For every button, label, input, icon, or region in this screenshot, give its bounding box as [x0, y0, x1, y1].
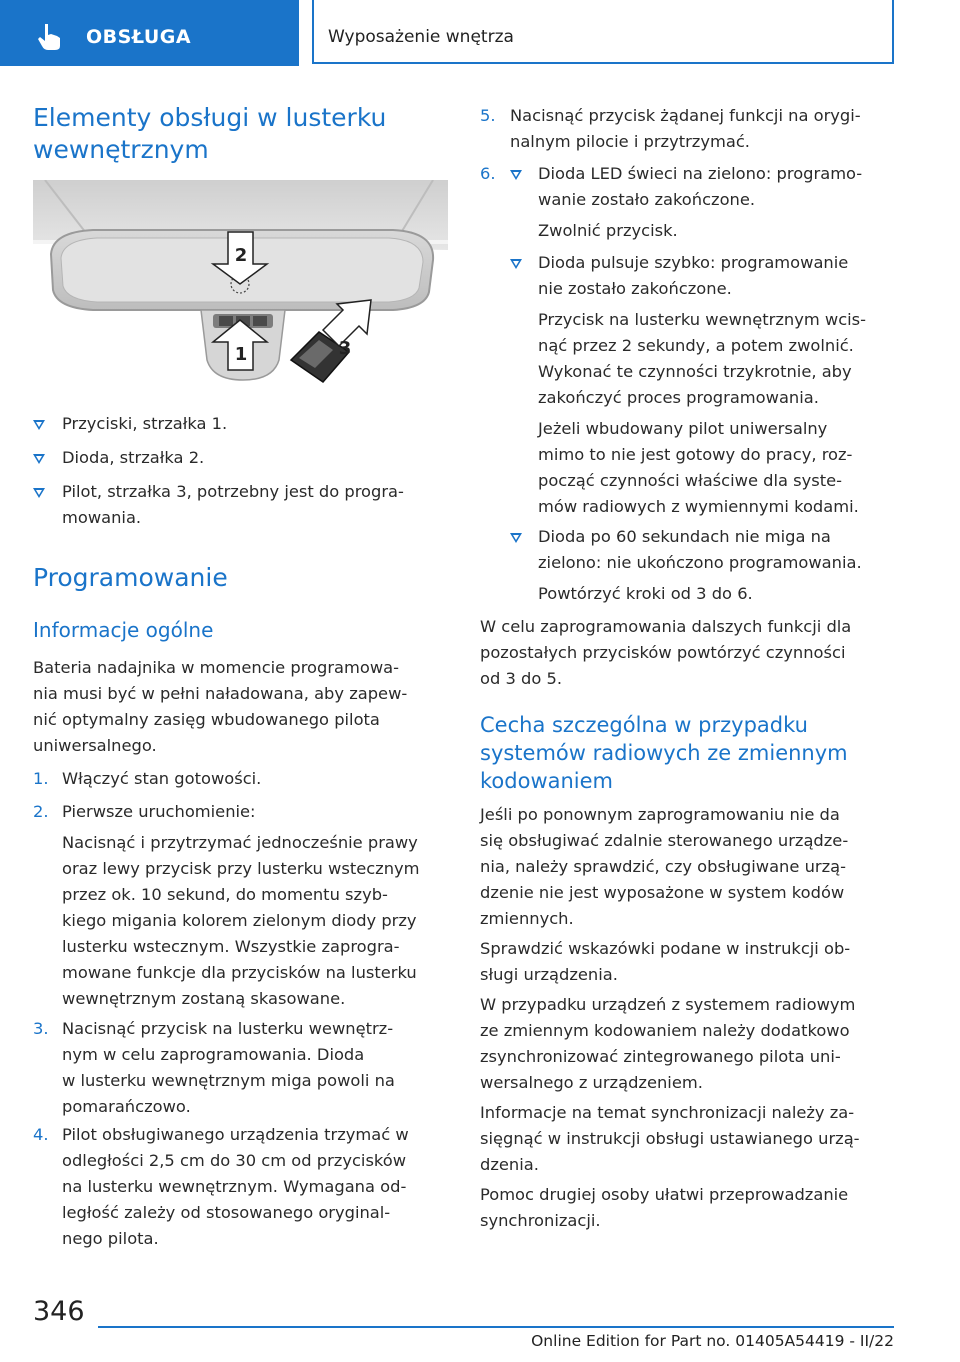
special-text: zmiennych. [480, 909, 574, 928]
sub-fast-blink: nie zostało zakończone. [538, 279, 732, 298]
sub-fast-blink-text-2: począć czynności właściwe dla syste- [538, 471, 843, 490]
general-text-line: uniwersalnego. [33, 736, 157, 755]
special-text: Jeśli po ponownym zaprogramowaniu nie da [480, 805, 840, 824]
special-text: dzenie nie jest wyposażone w system kodów [480, 883, 845, 902]
step-4-text: na lusterku wewnętrznym. Wymagana od- [62, 1177, 407, 1196]
special-title: systemów radiowych ze zmiennym [480, 741, 848, 765]
sync-info-text: sięgnąć w instrukcji obsługi ustawianego urzą- [480, 1129, 860, 1148]
rolling-code-text: W przypadku urządzeń z systemem radiowym [480, 995, 856, 1014]
rolling-code-text: ze zmiennym kodowaniem należy dodatkowo [480, 1021, 850, 1040]
title-controls-line-1: Elementy obsługi w lusterku [33, 103, 387, 132]
sub-fast-blink-text: nąć przez 2 sekundy, a potem zwolnić. [538, 336, 854, 355]
chapter-title: Wyposażenie wnętrza [328, 27, 514, 47]
sub-fast-blink-text: Przycisk na lusterku wewnętrznym wcis- [538, 310, 867, 329]
step-3-text: Nacisnąć przycisk na lusterku wewnętrz- [62, 1019, 394, 1038]
special-text: się obsługiwać zdalnie sterowanego urządze- [480, 831, 849, 850]
bullet-icon [510, 533, 522, 543]
step-2-text: Pierwsze uruchomienie: [62, 802, 256, 821]
programming-title: Programowanie [33, 563, 228, 592]
step-2-detail: mowane funkcje dla przycisków na lusterku [62, 963, 417, 982]
bullet-icon [510, 259, 522, 269]
step-number: 5. [480, 106, 496, 125]
check-instructions-text: Sprawdzić wskazówki podane w instrukcji ob- [480, 939, 851, 958]
step-number: 3. [33, 1019, 49, 1038]
bullet-remote-line-1: Pilot, strzałka 3, potrzebny jest do progra- [62, 482, 404, 501]
step-2-detail: oraz lewy przycisk przy lusterku wstecznym [62, 859, 420, 878]
general-info-title: Informacje ogólne [33, 618, 214, 642]
special-text: nia, należy sprawdzić, czy obsługiwane urzą- [480, 857, 846, 876]
sync-info-text: dzenia. [480, 1155, 539, 1174]
special-title: Cecha szczególna w przypadku [480, 713, 808, 737]
further-text: pozostałych przycisków powtórzyć czynności [480, 643, 846, 662]
sub-no-blink-text: Powtórzyć kroki od 3 do 6. [538, 584, 753, 603]
bullet-icon [33, 488, 45, 498]
bullet-icon [510, 170, 522, 180]
check-instructions-text: sługi urządzenia. [480, 965, 618, 984]
step-2-detail: wewnętrznym zostaną skasowane. [62, 989, 346, 1008]
step-2-detail: kiego migania kolorem zielonym diody przy [62, 911, 417, 930]
bullet-remote-line-2: mowania. [62, 508, 142, 527]
bullet-buttons: Przyciski, strzałka 1. [62, 414, 228, 433]
page-number: 346 [33, 1296, 85, 1327]
arrow-label-2: 2 [234, 245, 248, 266]
sub-fast-blink: Dioda pulsuje szybko: programowanie [538, 253, 849, 272]
further-text: od 3 do 5. [480, 669, 563, 688]
step-number: 2. [33, 802, 49, 821]
step-2-detail: przez ok. 10 sekund, do momentu szyb- [62, 885, 388, 904]
step-2-detail: lusterku wstecznym. Wszystkie zaprogra- [62, 937, 400, 956]
sub-fast-blink-text-2: mimo to nie jest gotowy do pracy, roz- [538, 445, 853, 464]
step-2-detail: Nacisnąć i przytrzymać jednocześnie prawy [62, 833, 418, 852]
sub-fast-blink-text: Wykonać te czynności trzykrotnie, aby [538, 362, 852, 381]
bullet-diode: Dioda, strzałka 2. [62, 448, 205, 467]
step-3-text: w lusterku wewnętrznym miga powoli na [62, 1071, 395, 1090]
sub-no-blink: zielono: nie ukończono programowania. [538, 553, 862, 572]
step-number: 1. [33, 769, 49, 788]
step-4-text: nego pilota. [62, 1229, 159, 1248]
further-text: W celu zaprogramowania dalszych funkcji dla [480, 617, 852, 636]
step-number: 4. [33, 1125, 49, 1144]
step-4-text: ległość zależy od stosowanego oryginal- [62, 1203, 391, 1222]
step-3-text: pomarańczowo. [62, 1097, 191, 1116]
rolling-code-text: wersalnego z urządzeniem. [480, 1073, 703, 1092]
title-controls-line-2: wewnętrznym [33, 135, 209, 164]
helper-text: synchronizacji. [480, 1211, 601, 1230]
sub-fast-blink-text: zakończyć proces programowania. [538, 388, 819, 407]
chapter-box [312, 0, 894, 64]
bullet-icon [33, 454, 45, 464]
helper-text: Pomoc drugiej osoby ułatwi przeprowadzanie [480, 1185, 849, 1204]
sub-fast-blink-text-2: Jeżeli wbudowany pilot uniwersalny [538, 419, 828, 438]
sync-info-text: Informacje na temat synchronizacji należy za- [480, 1103, 855, 1122]
special-title: kodowaniem [480, 769, 614, 793]
step-5-text: Nacisnąć przycisk żądanej funkcji na orygi- [510, 106, 861, 125]
step-6-text: wanie zostało zakończone. [538, 190, 756, 209]
mirror-illustration [33, 180, 448, 395]
section-tab [0, 0, 299, 66]
general-text-line: Bateria nadajnika w momencie programowa- [33, 658, 399, 677]
general-text-line: nić optymalny zasięg wbudowanego pilota [33, 710, 380, 729]
arrow-label-3: 3 [338, 338, 352, 359]
arrow-label-1: 1 [234, 344, 248, 365]
edition-info: Online Edition for Part no. 01405A54419 - II/22 [531, 1332, 894, 1350]
rolling-code-text: zsynchronizować zintegrowanego pilota uni- [480, 1047, 841, 1066]
sub-no-blink: Dioda po 60 sekundach nie miga na [538, 527, 831, 546]
step-number: 6. [480, 164, 496, 183]
section-label: OBSŁUGA [86, 26, 192, 48]
step-3-text: nym w celu zaprogramowania. Dioda [62, 1045, 365, 1064]
step-4-text: odległości 2,5 cm do 30 cm od przycisków [62, 1151, 407, 1170]
step-4-text: Pilot obsługiwanego urządzenia trzymać w [62, 1125, 409, 1144]
pointing-hand-icon [34, 22, 64, 52]
step-5-text: nalnym pilocie i przytrzymać. [510, 132, 750, 151]
footer-divider [98, 1326, 894, 1328]
step-6-release: Zwolnić przycisk. [538, 221, 678, 240]
sub-fast-blink-text-2: mów radiowych z wymiennymi kodami. [538, 497, 859, 516]
bullet-icon [33, 420, 45, 430]
general-text-line: nia musi być w pełni naładowana, aby zapew- [33, 684, 408, 703]
step-1-text: Włączyć stan gotowości. [62, 769, 262, 788]
step-6-text: Dioda LED świeci na zielono: programo- [538, 164, 863, 183]
